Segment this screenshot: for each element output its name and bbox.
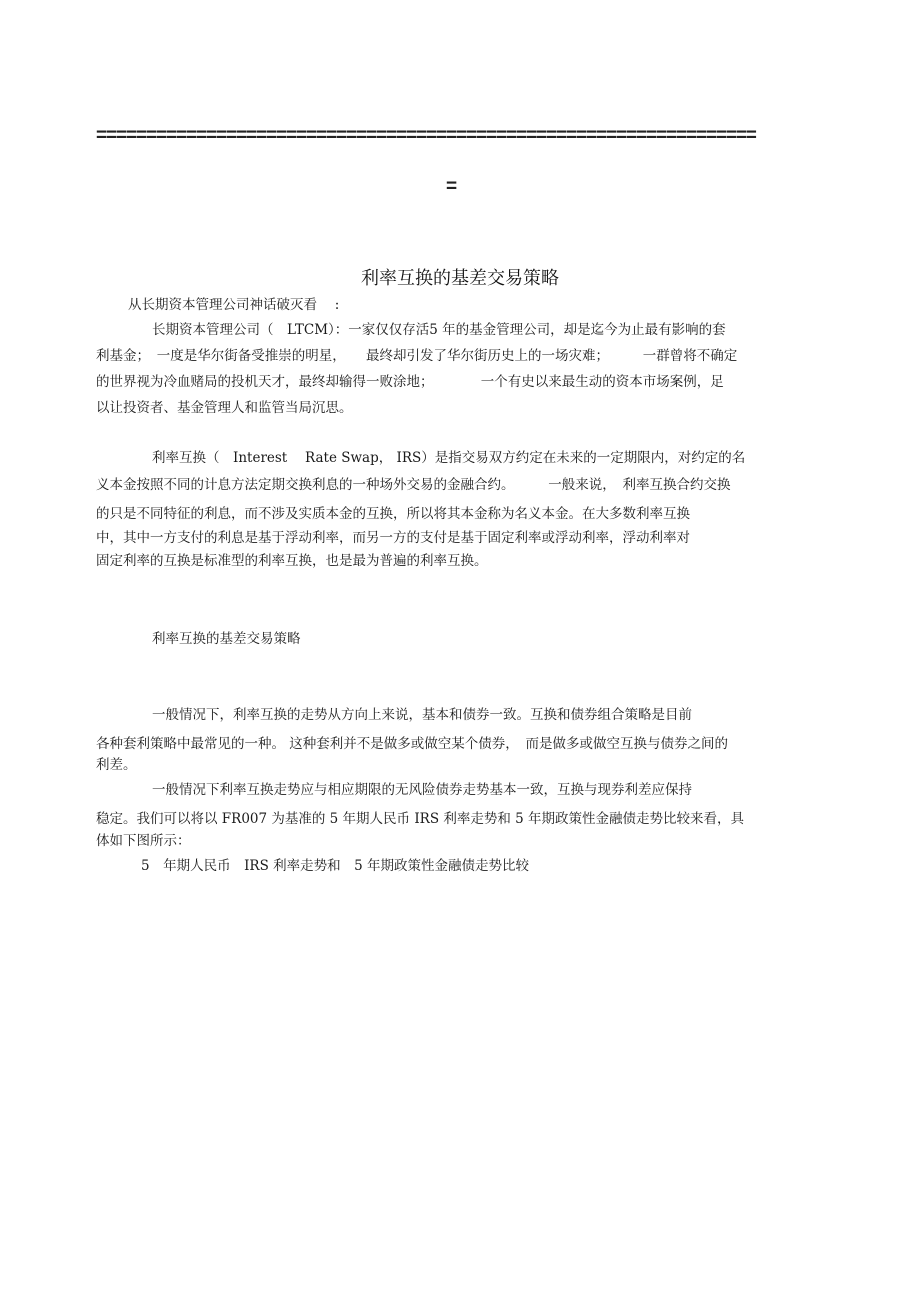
strategy-p1-line-2: 各种套利策略中最常见的一种。 这种套利并不是做多或做空某个债券， 而是做多或做空互换与债券之间的 — [96, 736, 729, 752]
document-title: 利率互换的基差交易策略 — [361, 268, 559, 289]
ltcm-line-4: 以让投资者、基金管理人和监管当局沉思。 — [96, 400, 353, 416]
separator-line: ================================================================== — [96, 125, 756, 146]
ltcm-line-2: 利基金； 一度是华尔街备受推崇的明星， 最终却引发了华尔街历史上的一场灾难； 一群曾将不确定 — [96, 348, 738, 364]
irs-line-2: 义本金按照不同的计息方法定期交换利息的一种场外交易的金融合约。 一般来说， 利率互换合约交换 — [96, 477, 731, 493]
separator-line-end: = — [446, 176, 456, 197]
irs-line-5: 固定利率的互换是标准型的利率互换，也是最为普遍的利率互换。 — [96, 553, 488, 569]
figure-caption: 5 年期人民币 IRS 利率走势和 5 年期政策性金融债走势比较 — [141, 858, 530, 874]
strategy-p1-line-3: 利差。 — [96, 757, 137, 773]
strategy-p2-line-3: 体如下图所示： — [96, 833, 191, 849]
intro-heading: 从长期资本管理公司神话破灭看 : — [128, 297, 340, 313]
irs-line-4: 中，其中一方支付的利息是基于浮动利率，而另一方的支付是基于固定利率或浮动利率，浮动利率对 — [96, 530, 690, 546]
strategy-p2-line-2: 稳定。我们可以将以 FR007 为基准的 5 年期人民币 IRS 利率走势和 5 年期政策性金融债走势比较来看，具 — [96, 811, 745, 827]
irs-line-1: 利率互换（ Interest Rate Swap， IRS）是指交易双方约定在未来的一定期限内，对约定的名 — [152, 450, 746, 466]
strategy-p1-line-1: 一般情况下，利率互换的走势从方向上来说，基本和债券一致。互换和债券组合策略是目前 — [152, 707, 692, 723]
irs-line-3: 的只是不同特征的利息，而不涉及实质本金的互换，所以将其本金称为名义本金。在大多数利率互换 — [96, 506, 690, 522]
section-heading: 利率互换的基差交易策略 — [152, 631, 301, 647]
ltcm-line-1: 长期资本管理公司（ LTCM）：一家仅仅存活5 年的基金管理公司，却是迄今为止最有影响的套 — [152, 322, 726, 338]
strategy-p2-line-1: 一般情况下利率互换走势应与相应期限的无风险债券走势基本一致，互换与现券利差应保持 — [152, 782, 692, 798]
ltcm-line-3: 的世界视为冷血赌局的投机天才，最终却输得一败涂地； 一个有史以来最生动的资本市场案例，足 — [96, 374, 724, 390]
